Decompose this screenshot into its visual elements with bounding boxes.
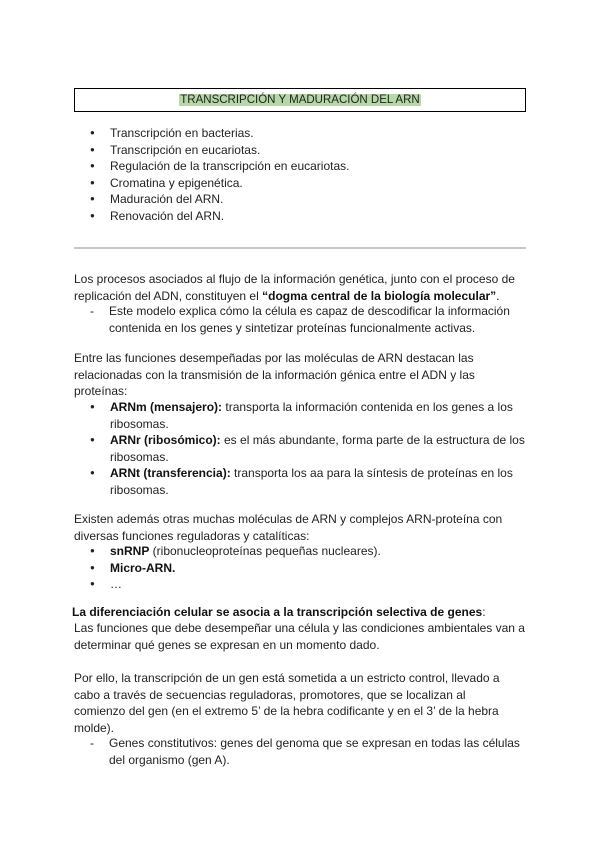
topic-list [74, 125, 534, 224]
paragraph-bold: “dogma central de la biología molecular” [262, 288, 497, 303]
term: ARNm (mensajero): [110, 400, 223, 414]
heading-bold: La diferenciación celular se asocia a la transcripción selectiva de genes [72, 605, 483, 619]
paragraph-dogma [74, 271, 529, 304]
page-title: TRANSCRIPCIÓN Y MADURACIÓN DEL ARN [180, 94, 420, 106]
definition: transporta la información contenida en los genes a los ribosomas. [110, 400, 513, 431]
dash-list [74, 735, 529, 768]
topic-item: ● Transcripción en eucariotas. [74, 142, 534, 159]
definition: es el más abundante, forma parte de la estructura de los ribosomas. [110, 433, 525, 464]
paragraph-cell-functions: Las funciones que debe desempeñar una célula y las condiciones ambientales van a determinar qué genes se expresan en un momento dado. [74, 621, 525, 652]
topic-item: ● Transcripción en bacterias. [74, 125, 534, 142]
list-item [74, 465, 534, 498]
paragraph-other-arn: Existen además otras muchas moléculas de ARN y complejos ARN-proteína con diversas funciones reguladoras y catalíticas: [74, 512, 503, 543]
topic-item: ● Regulación de la transcripción en eucariotas. [74, 158, 534, 175]
term: ARNr (ribosómico): [110, 433, 221, 447]
topic-item: ● Maduración del ARN. [74, 191, 534, 208]
horizontal-divider [74, 247, 526, 249]
term: ARNt (transferencia): [110, 466, 231, 480]
arn-type-list [74, 399, 534, 498]
dash-list [74, 303, 524, 336]
term: snRNP [110, 544, 150, 558]
list-item [74, 543, 534, 560]
paragraph-regulation: Por ello, la transcripción de un gen está sometida a un estricto control, llevado a cabo a través de secuencias reguladoras, promotores, que se localizan al comienzo del gen (en el extremo 5’ de la hebra codificante y en el 3’ de la hebra molde). [74, 671, 500, 735]
title-box [74, 88, 526, 112]
list-item [74, 576, 534, 593]
dash-item: - Genes constitutivos: genes del genoma que se expresan en todas las células del organismo (gen A). [74, 735, 529, 768]
heading-text: : [482, 605, 486, 619]
definition: (ribonucleoproteínas pequeñas nucleares). [149, 544, 381, 558]
term: Micro-ARN. [110, 560, 176, 575]
topic-item: ● Renovación del ARN. [74, 208, 534, 225]
list-item [74, 399, 534, 432]
paragraph-text: . [496, 288, 500, 303]
definition: … [110, 577, 122, 591]
list-item [74, 432, 534, 465]
dash-item: - Este modelo explica cómo la célula es capaz de descodificar la información contenida en los genes y sintetizar proteínas funcionalmente activas. [74, 303, 524, 336]
paragraph-text: Los procesos asociados al flujo de la información genética, junto con el proceso de replicación del ADN, constituyen el [74, 272, 515, 303]
other-arn-list [74, 543, 534, 593]
topic-item: ● Cromatina y epigenética. [74, 175, 534, 192]
definition: transporta los aa para la síntesis de proteínas en los ribosomas. [110, 466, 513, 497]
paragraph-arn-functions: Entre las funciones desempeñadas por las moléculas de ARN destacan las relacionadas con la transmisión de la información génica entre el ADN y las proteínas: [74, 351, 475, 398]
list-item [74, 560, 534, 577]
section-heading [72, 604, 532, 621]
